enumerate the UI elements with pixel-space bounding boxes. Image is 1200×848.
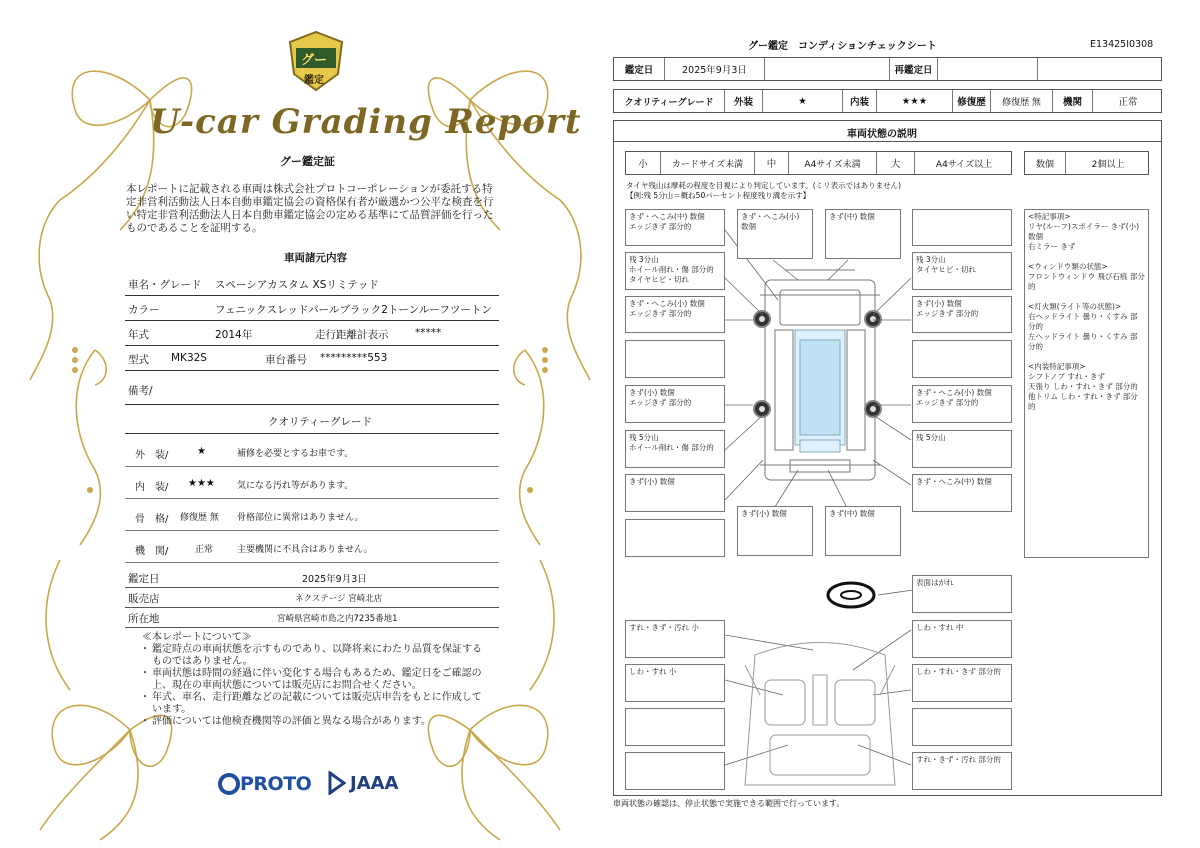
spec-chassis-label: 車台番号 xyxy=(265,354,307,366)
date-label: 鑑定日 xyxy=(128,573,160,585)
grade-interior-value: ★★★ xyxy=(188,478,215,489)
note-2: 車両状態は時間の経過に伴い変化する場合もあるため、鑑定日をご確認の上、現在の車両状態については販売店にお問合せください。 xyxy=(152,668,482,691)
qg-ext-label: 外装 xyxy=(724,90,762,112)
report-title: U-car Grading Report xyxy=(150,102,582,142)
ext-box-19: きず(中) 数個 xyxy=(825,506,901,556)
date-row xyxy=(125,567,499,588)
state-heading-row xyxy=(613,120,1162,142)
size-large: 大 xyxy=(876,152,914,174)
ext-box-18: きず(小) 数個 xyxy=(737,506,813,556)
ext-box-6: 残 3分山 タイヤヒビ・切れ xyxy=(912,252,1012,290)
qg-int-label: 内装 xyxy=(842,90,876,112)
qg-repair-value: 修復歴 無 xyxy=(990,90,1052,112)
ext-box-7: きず・へこみ(小) 数個 エッジきず 部分的 xyxy=(625,296,725,333)
goo-kantei-badge xyxy=(288,30,344,92)
ext-box-16: きず・へこみ(中) 数個 xyxy=(912,474,1012,512)
ext-box-2: きず・へこみ(小) 数個 xyxy=(737,209,813,259)
proto-mark-icon xyxy=(218,773,240,795)
count-label: 数個 xyxy=(1035,159,1054,170)
ext-box-9 xyxy=(625,340,725,378)
ext-box-11: きず(小) 数個 エッジきず 部分的 xyxy=(625,385,725,423)
sheet-title: グー鑑定 コンディションチェックシート xyxy=(748,41,937,52)
spec-row-model xyxy=(125,347,499,371)
address-label: 所在地 xyxy=(128,613,160,625)
grade-row-frame xyxy=(125,502,499,531)
size-medium: 中 xyxy=(754,152,788,174)
grade-engine-label: 機 関/ xyxy=(135,546,169,557)
grade-engine-desc: 主要機関に不具合はありません。 xyxy=(237,545,373,555)
ext-box-17 xyxy=(625,519,725,557)
spec-heading: 車両諸元内容 xyxy=(284,252,347,264)
jaaa-text: JAAA xyxy=(350,773,399,794)
grade-frame-label: 骨 格/ xyxy=(135,514,169,525)
spec-name-label: 車名・グレード xyxy=(128,279,202,291)
int-box-2: すれ・きず・汚れ 小 xyxy=(625,620,725,658)
qg-engine-label: 機関 xyxy=(1052,90,1092,112)
proto-text: PROTO xyxy=(240,773,312,795)
shop-row xyxy=(125,587,499,608)
grade-frame-value: 修復歴 無 xyxy=(180,513,219,523)
ext-box-5: 残 3分山 ホイール削れ・傷 部分的 タイヤヒビ・切れ xyxy=(625,252,725,290)
int-box-9: すれ・きず・汚れ 部分的 xyxy=(912,752,1012,790)
int-box-5: しわ・すれ・きず 部分的 xyxy=(912,664,1012,702)
size-small-desc: カードサイズ未満 xyxy=(660,152,754,174)
spec-year-label: 年式 xyxy=(128,329,149,341)
sheet-id: E13425I0308 xyxy=(1090,39,1154,50)
spec-name-value: スペーシアカスタム XSリミテッド xyxy=(215,279,379,291)
grade-interior-desc: 気になる汚れ等があります。 xyxy=(237,481,354,491)
inspection-date-value: 2025年9月3日 xyxy=(664,58,764,80)
spec-year-value: 2014年 xyxy=(215,329,253,341)
grade-heading: クオリティーグレード xyxy=(268,416,372,428)
int-box-6 xyxy=(625,708,725,746)
size-medium-desc: A4サイズ未満 xyxy=(788,152,876,174)
qg-int-value: ★★★ xyxy=(876,90,952,112)
grade-row-exterior xyxy=(125,438,499,467)
ext-box-12: きず・へこみ(小) 数個 エッジきず 部分的 xyxy=(912,385,1012,423)
grade-exterior-desc: 補修を必要とするお車です。 xyxy=(237,449,354,459)
grade-row-engine xyxy=(125,534,499,563)
grade-engine-value: 正常 xyxy=(195,545,214,555)
grade-frame-desc: 骨格部位に異常はありません。 xyxy=(237,513,364,523)
shop-label: 販売店 xyxy=(128,593,160,605)
inspection-date-label: 鑑定日 xyxy=(624,65,654,76)
steering-wheel-icon xyxy=(826,580,876,610)
ext-box-13: 残 5分山 ホイール削れ・傷 部分的 xyxy=(625,430,725,468)
size-legend xyxy=(625,151,1012,175)
grade-heading-rule xyxy=(125,433,499,434)
size-large-desc: A4サイズ以上 xyxy=(914,152,1013,174)
spec-chassis-value: *********553 xyxy=(320,352,388,364)
spec-color-label: カラー xyxy=(128,304,160,316)
int-box-1: 表面はがれ xyxy=(912,575,1012,613)
spec-remarks-label: 備考/ xyxy=(128,385,153,397)
grade-interior-label: 内 装/ xyxy=(135,482,169,493)
ext-box-4 xyxy=(912,209,1012,246)
size-small: 小 xyxy=(638,159,648,170)
spec-mileage-label: 走行距離計表示 xyxy=(315,329,389,341)
spec-row-color xyxy=(125,297,499,321)
grade-row-interior xyxy=(125,470,499,499)
badge-logo: グー xyxy=(301,53,328,68)
quality-grade-row xyxy=(613,89,1162,113)
int-box-8 xyxy=(625,752,725,790)
special-notes-box: <特記事項> リヤ(ルーフ)スポイラー きず(小) 数個 右ミラー きず <ウィンドウ類の状態> フロントウィンドウ 飛び石痕 部分的 <灯火類(ライト等の状態)> 右ヘッドライト 曇り・くすみ 部分的 左ヘッドライト 曇り・くすみ 部分的 <内装特記事項> シフトノブ すれ・きず 天張り しわ・すれ・きず 部分的 他トリム しわ・すれ・きず 部分的 xyxy=(1024,209,1149,558)
reinspection-value xyxy=(937,58,1037,80)
note-4: 評価については他検査機関等の評価と異なる場合があります。 xyxy=(152,716,431,727)
grade-exterior-value: ★ xyxy=(197,446,206,457)
ext-box-15: きず(小) 数個 xyxy=(625,474,725,512)
qg-repair-label: 修復歴 xyxy=(952,90,990,112)
count-legend xyxy=(1024,151,1149,175)
spec-color-value: フェニックスレッドパールブラック2トーンルーフツートン xyxy=(215,304,492,316)
note-1: 鑑定時点の車両状態を示すものであり、以降将来にわたり品質を保証するものではありません。 xyxy=(152,644,482,667)
ext-box-8: きず(小) 数個 エッジきず 部分的 xyxy=(912,296,1012,333)
spec-mileage-value: ***** xyxy=(415,327,442,339)
int-box-7 xyxy=(912,708,1012,746)
qg-label: クオリティーグレード xyxy=(624,97,714,108)
tire-note-1: タイヤ残山は摩耗の程度を目視により判定しています。(ミリ表示ではありません) xyxy=(626,181,902,190)
spec-model-label: 型式 xyxy=(128,354,149,366)
grade-exterior-label: 外 装/ xyxy=(135,450,169,461)
spec-row-year xyxy=(125,322,499,346)
ext-box-10 xyxy=(912,340,1012,378)
notes-heading: ≪本レポートについて≫ xyxy=(142,632,252,643)
spec-row-remarks xyxy=(125,378,499,405)
count-desc: 2個以上 xyxy=(1065,152,1150,174)
int-box-4: しわ・すれ 小 xyxy=(625,664,725,702)
shop-value: ネクステージ 宮崎北店 xyxy=(295,594,383,604)
note-3: 年式、車名、走行距離などの記載については販売店申告をもとに作成しています。 xyxy=(152,692,482,715)
int-box-3: しわ・すれ 中 xyxy=(912,620,1012,658)
ext-box-14: 残 5分山 xyxy=(912,430,1012,468)
badge-sub: 鑑定 xyxy=(304,75,324,86)
date-value: 2025年9月3日 xyxy=(302,574,367,585)
cert-title: グー鑑定証 xyxy=(280,155,335,168)
reinspection-label: 再鑑定日 xyxy=(889,58,937,80)
notes-list: ・ 鑑定時点の車両状態を示すものであり、以降将来にわたり品質を保証するものではありません。 ・ 車両状態は時間の経過に伴い変化する場合もあるため、鑑定日をご確認の上、現在の車両状態については販売店にお問合せください。 ・ 年式、車名、走行距離などの記載については販売店申告をもとに作成しています。 ・ 評価については他検査機関等の評価と異なる場合があります。 xyxy=(140,644,482,727)
qg-ext-value: ★ xyxy=(762,90,842,112)
inspection-date-blank xyxy=(764,58,889,80)
ext-box-3: きず(中) 数個 xyxy=(825,209,901,259)
intro-paragraph: 本レポートに記載される車両は株式会社プロトコーポレーションが委託する特定非営利活動法人日本自動車鑑定協会の資格保有者が厳選かつ公平な検査を行い特定非営利活動法人日本自動車鑑定協会の定める基準にて品質評価を行ったものであることを証明する。 xyxy=(126,183,494,234)
state-heading: 車両状態の説明 xyxy=(847,129,917,140)
ext-box-1: きず・へこみ(中) 数個 エッジきず 部分的 xyxy=(625,209,725,246)
spec-model-value: MK32S xyxy=(171,352,207,364)
tire-note-2: 【例:残 5分山＝概ね50パーセント程度残り溝を示す】 xyxy=(626,191,811,200)
qg-engine-value: 正常 xyxy=(1092,90,1163,112)
reinspection-blank xyxy=(1037,58,1163,80)
inspection-date-row xyxy=(613,57,1162,81)
jaaa-mark-icon xyxy=(328,771,346,795)
address-row xyxy=(125,607,499,628)
sheet-footer: 車両状態の確認は、停止状態で実施できる範囲で行っています。 xyxy=(613,799,845,808)
spec-row-name xyxy=(125,272,499,296)
address-value: 宮崎県宮崎市島之内7235番地1 xyxy=(277,614,398,624)
car-interior-diagram xyxy=(735,635,905,795)
